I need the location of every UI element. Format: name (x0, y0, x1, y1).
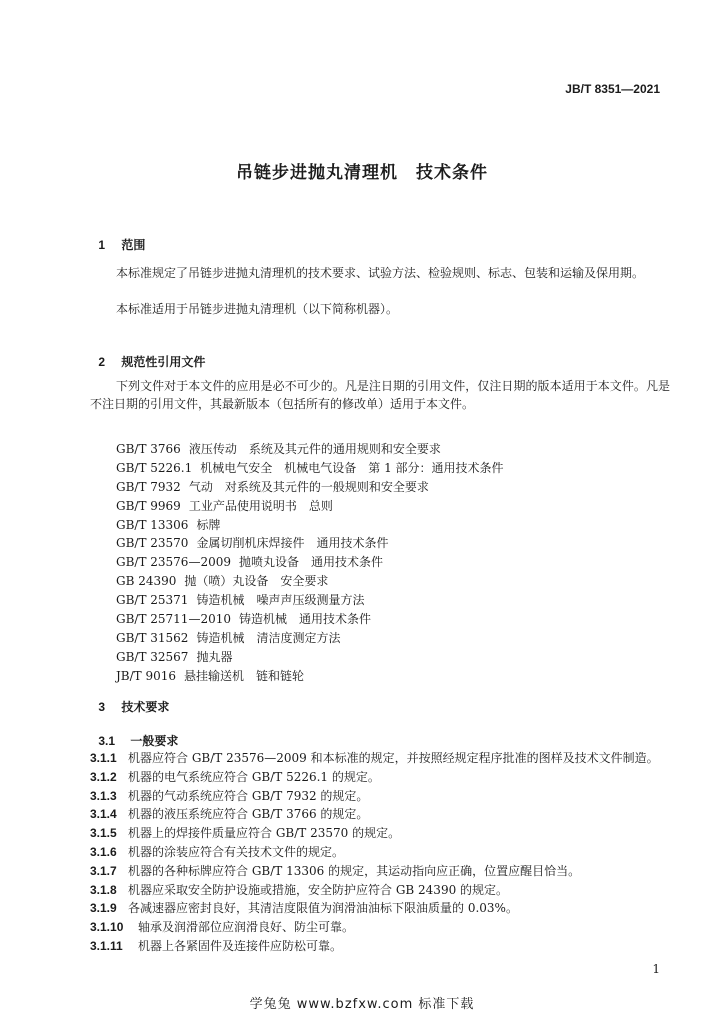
reference-code: GB/T 23570 (116, 536, 189, 551)
clause-number: 3.1.5 (90, 826, 117, 841)
section-title: 规范性引用文件 (121, 355, 206, 369)
reference-code: GB/T 25711—2010 (116, 612, 231, 627)
reference-title: 铸造机械 通用技术条件 (238, 612, 371, 627)
clause-text: 机器应采取安全防护设施或措施，安全防护应符合 GB 24390 的规定。 (128, 882, 509, 897)
reference-item (116, 534, 504, 553)
reference-code: GB/T 31562 (116, 630, 189, 645)
reference-item (116, 667, 504, 686)
reference-item (116, 478, 504, 497)
clause-text: 机器的各种标牌应符合 GB/T 13306 的规定，其运动指向应正确，位置应醒目恰当。 (128, 863, 581, 878)
reference-item (116, 572, 504, 591)
section-1-paragraph: 本标准规定了吊链步进抛丸清理机的技术要求、试验方法、检验规则、标志、包装和运输及保用期。 (116, 266, 645, 280)
reference-code: GB/T 25371 (116, 593, 189, 608)
clause-item (90, 899, 659, 918)
reference-title: 金属切削机床焊接件 通用技术条件 (196, 536, 389, 551)
clause-text: 机器的电气系统应符合 GB/T 5226.1 的规定。 (128, 769, 380, 784)
clause-number: 3.1.10 (90, 920, 124, 935)
section-number: 2 (98, 355, 106, 369)
clause-item (90, 824, 659, 843)
document-title: 吊链步进抛丸清理机 技术条件 (236, 163, 488, 183)
clause-text: 机器上各紧固件及连接件应防松可靠。 (138, 938, 343, 953)
clause-item (90, 918, 659, 937)
section-number: 1 (98, 238, 106, 252)
reference-title: 机械电气安全 机械电气设备 第 1 部分：通用技术条件 (200, 460, 504, 475)
footer-watermark: 学兔兔 www.bzfxw.com 标准下载 (249, 997, 475, 1012)
reference-item (116, 648, 504, 667)
clause-item (90, 787, 659, 806)
clause-text: 机器上的焊接件质量应符合 GB/T 23570 的规定。 (128, 826, 401, 841)
subsection-number: 3.1 (98, 734, 116, 748)
reference-title: 标牌 (196, 517, 221, 532)
reference-code: GB/T 7932 (116, 479, 181, 494)
reference-title: 抛（喷）丸设备 安全要求 (184, 574, 329, 589)
section-1-heading (90, 222, 145, 253)
section-2-heading (90, 339, 205, 370)
section-2-intro: 下列文件对于本文件的应用是必不可少的。凡是注日期的引用文件，仅注日期的版本适用于本文件。凡是不注日期的引用文件，其最新版本（包括所有的修改单）适用于本文件。 (90, 379, 670, 411)
clause-item (90, 881, 659, 900)
reference-code: GB/T 23576—2009 (116, 555, 231, 570)
reference-title: 工业产品使用说明书 总则 (188, 498, 333, 513)
reference-item (116, 610, 504, 629)
reference-item (116, 516, 504, 535)
reference-list (116, 440, 504, 686)
section-3-heading (90, 684, 169, 715)
clause-text: 机器的液压系统应符合 GB/T 3766 的规定。 (128, 807, 369, 822)
reference-title: 悬挂输送机 链和链轮 (184, 668, 305, 683)
section-title: 技术要求 (121, 700, 170, 714)
section-1-paragraph: 本标准适用于吊链步进抛丸清理机（以下简称机器）。 (116, 302, 399, 316)
reference-item (116, 629, 504, 648)
clause-item (90, 749, 659, 768)
clause-item (90, 843, 659, 862)
reference-code: GB 24390 (116, 574, 177, 589)
clause-text: 各减速器应密封良好，其清洁度限值为润滑油油标下限油质量的 0.03%。 (128, 901, 518, 916)
subsection-3-1-heading (90, 718, 178, 749)
page-number: 1 (652, 962, 660, 976)
clause-number: 3.1.3 (90, 788, 117, 803)
clause-number: 3.1.8 (90, 882, 117, 897)
clause-item (90, 862, 659, 881)
section-title: 范围 (121, 238, 146, 252)
clause-number: 3.1.9 (90, 901, 117, 916)
clause-text: 轴承及润滑部位应润滑良好、防尘可靠。 (138, 920, 355, 935)
reference-code: GB/T 32567 (116, 649, 189, 664)
reference-code: GB/T 13306 (116, 517, 189, 532)
reference-title: 液压传动 系统及其元件的通用规则和安全要求 (188, 442, 441, 456)
subsection-title: 一般要求 (130, 734, 179, 748)
clause-number: 3.1.4 (90, 807, 117, 822)
clause-number: 3.1.7 (90, 863, 117, 878)
clause-number: 3.1.1 (90, 751, 117, 765)
clause-item (90, 805, 659, 824)
reference-item (116, 459, 504, 478)
clause-list (90, 749, 659, 956)
clause-text: 机器应符合 GB/T 23576—2009 和本标准的规定，并按照经规定程序批准的图样及技术文件制造。 (128, 751, 659, 765)
reference-title: 气动 对系统及其元件的一般规则和安全要求 (188, 479, 429, 494)
standard-code: JB/T 8351—2021 (565, 82, 660, 96)
reference-code: GB/T 3766 (116, 442, 181, 456)
reference-item (116, 591, 504, 610)
clause-item (90, 937, 659, 956)
clause-text: 机器的涂装应符合有关技术文件的规定。 (128, 844, 345, 859)
reference-item (116, 553, 504, 572)
clause-text: 机器的气动系统应符合 GB/T 7932 的规定。 (128, 788, 369, 803)
reference-code: GB/T 5226.1 (116, 460, 193, 475)
section-number: 3 (98, 700, 106, 714)
reference-code: GB/T 9969 (116, 498, 181, 513)
reference-code: JB/T 9016 (116, 668, 177, 683)
clause-item (90, 768, 659, 787)
reference-title: 抛丸器 (196, 649, 233, 664)
reference-item (116, 440, 504, 459)
clause-number: 3.1.11 (90, 938, 123, 953)
reference-item (116, 497, 504, 516)
reference-title: 铸造机械 噪声声压级测量方法 (196, 593, 365, 608)
clause-number: 3.1.2 (90, 769, 117, 784)
reference-title: 铸造机械 清洁度测定方法 (196, 630, 341, 645)
clause-number: 3.1.6 (90, 844, 117, 859)
reference-title: 抛喷丸设备 通用技术条件 (238, 555, 383, 570)
